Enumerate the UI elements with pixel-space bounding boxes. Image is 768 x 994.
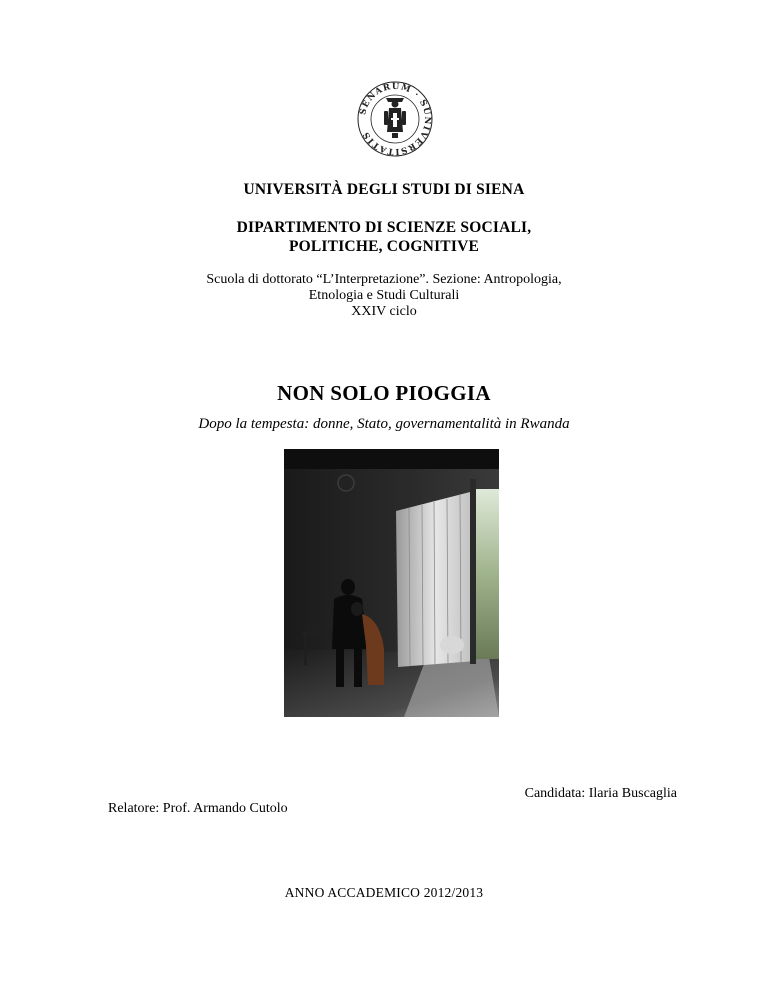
academic-year: ANNO ACCADEMICO 2012/2013 bbox=[284, 885, 484, 900]
university-name: UNIVERSITÀ DEGLI STUDI DI SIENA bbox=[243, 181, 525, 198]
candidate-name: Candidata: Ilaria Buscaglia bbox=[524, 786, 677, 801]
school-line-3: XXIV ciclo bbox=[351, 304, 417, 319]
school-line-1: Scuola di dottorato “L’Interpretazione”. Sezione: Antropologia, bbox=[206, 272, 562, 287]
school-line-2: Etnologia e Studi Culturali bbox=[308, 288, 460, 303]
cover-photo bbox=[284, 449, 499, 717]
department-line-1: DIPARTIMENTO DI SCIENZE SOCIALI, bbox=[236, 219, 532, 236]
thesis-subtitle: Dopo la tempesta: donne, Stato, governamentalità in Rwanda bbox=[198, 416, 570, 432]
department-line-2: POLITICHE, COGNITIVE bbox=[288, 238, 480, 255]
university-seal-icon bbox=[356, 80, 434, 158]
thesis-title: NON SOLO PIOGGIA bbox=[277, 381, 491, 405]
supervisor-name: Relatore: Prof. Armando Cutolo bbox=[108, 801, 288, 816]
department-name bbox=[0, 218, 768, 256]
seal-ring-text: SENARUM · SUNIVERSITATIS bbox=[358, 81, 433, 157]
doctoral-school bbox=[0, 272, 768, 320]
